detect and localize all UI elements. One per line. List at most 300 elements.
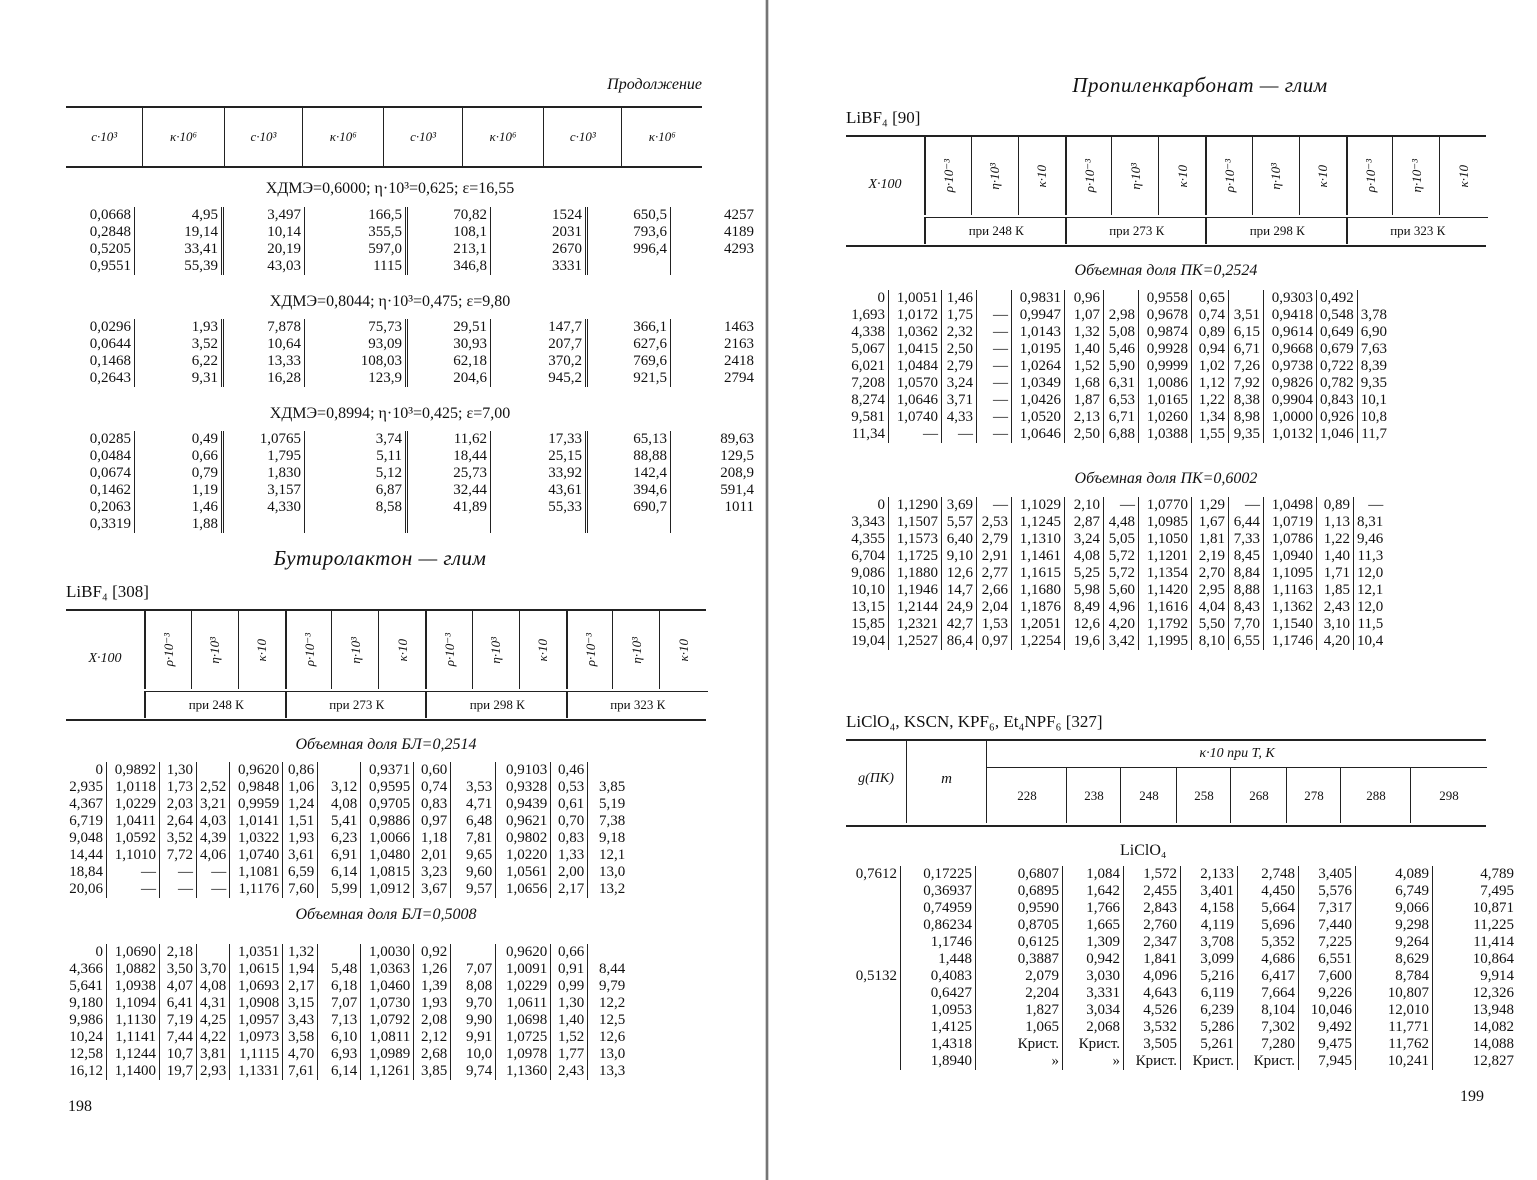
table4-header (846, 739, 1486, 827)
table-cell: 1,1573 (889, 531, 942, 548)
column-header-text: η·10³ (207, 636, 223, 664)
table-cell: 10,807 (1356, 985, 1433, 1002)
table-cell: 1,4318 (901, 1036, 976, 1053)
table-cell: 1,0912 (361, 881, 414, 898)
table-cell: 1,0220 (496, 847, 551, 864)
table-cell: 6,87 (305, 482, 407, 499)
table-cell: 0,9738 (1264, 358, 1317, 375)
temperature-header: при 248 К (924, 217, 1067, 244)
table-cell: 1,4125 (901, 1019, 976, 1036)
table-cell: 9,74 (451, 1063, 496, 1080)
table-cell (588, 944, 629, 961)
section-title-butyrolactone: Бутиролактон — глим (273, 546, 487, 570)
table-cell: 8,45 (1229, 548, 1264, 565)
salt-label-libf4-90: LiBF₄ [90] (846, 108, 921, 127)
table-cell: 1,0957 (230, 1012, 283, 1029)
table-cell: 5,641 (69, 978, 103, 994)
column-header (472, 611, 520, 689)
column-header-text: η·10³ (1268, 162, 1284, 190)
table-cell (840, 1036, 901, 1053)
table-cell: 1,0940 (1264, 548, 1317, 565)
table-cell: 5,11 (305, 448, 407, 465)
table-cell: 4,20 (1104, 616, 1139, 633)
table-cell: 597,0 (305, 241, 407, 258)
table-cell: 6,719 (69, 813, 103, 829)
column-header (191, 611, 239, 689)
temperature-column-header: 298 (1410, 768, 1487, 823)
table-cell: — (977, 375, 1012, 392)
table-cell (840, 1019, 901, 1036)
temperature-header: при 323 К (1346, 217, 1489, 244)
temperature-column-header: 238 (1066, 768, 1121, 823)
table-cell: 86,4 (942, 633, 977, 650)
column-header-text: ρ·10⁻³ (161, 633, 177, 667)
table-cell (223, 516, 305, 533)
table-cell: 12,6 (942, 565, 977, 582)
table-cell: 1,51 (283, 813, 318, 830)
table-cell: 0,9892 (107, 762, 160, 779)
table-cell: 4257 (671, 207, 758, 224)
table-cell: 5,19 (588, 796, 629, 813)
table-cell: 3,497 (223, 207, 305, 224)
table-row (66, 995, 628, 1012)
table-cell: 14,7 (942, 582, 977, 599)
table-cell: 0,4083 (901, 968, 976, 985)
table-row (66, 336, 757, 353)
table-cell: 4,70 (283, 1046, 318, 1063)
table-cell: 1,0882 (107, 961, 160, 978)
table-cell (491, 516, 587, 533)
table-row (846, 616, 1386, 633)
table-cell: 9,048 (69, 830, 103, 846)
table-cell (840, 917, 901, 934)
table-cell (840, 1002, 901, 1019)
table-cell: 2163 (671, 336, 758, 353)
table-row (66, 258, 757, 275)
table-cell: 4,22 (197, 1029, 230, 1046)
table-row (846, 599, 1386, 616)
table-cell: 8,784 (1356, 968, 1433, 985)
table-cell: 1,084 (1063, 866, 1124, 883)
table-cell: 108,03 (305, 353, 407, 370)
column-header (238, 611, 286, 689)
table-cell: — (889, 426, 942, 443)
table-cell: 3,58 (283, 1029, 318, 1046)
table-cell: 1,0322 (230, 830, 283, 847)
table-cell: 7,495 (1433, 883, 1518, 900)
table-cell: 1,52 (551, 1029, 588, 1046)
column-header (285, 611, 334, 689)
table-cell: 11,5 (1354, 616, 1387, 633)
table-cell: 3,157 (223, 482, 305, 499)
block-title: Объемная доля БЛ=0,2514 (295, 736, 477, 753)
table-cell: 4,096 (1124, 968, 1181, 985)
table-cell: 2,66 (977, 582, 1012, 599)
table-cell: 142,4 (587, 465, 671, 482)
table-cell: 0,89 (1192, 324, 1229, 341)
table-cell: 9,35 (1229, 426, 1264, 443)
table-cell: 1,1141 (107, 1029, 160, 1046)
table-cell: 20,06 (69, 881, 103, 897)
table-cell: — (197, 881, 230, 898)
table-cell: 1,71 (1317, 565, 1354, 582)
table-cell: 1,0388 (1139, 426, 1192, 443)
table-cell: 4,03 (197, 813, 230, 830)
table-cell: 2670 (491, 241, 587, 258)
table-cell: 2,04 (977, 599, 1012, 616)
table-cell: 2,17 (551, 881, 588, 898)
table-cell: 8,38 (1229, 392, 1264, 409)
table-cell: 3,42 (1104, 633, 1139, 650)
table-cell: 41,89 (407, 499, 491, 516)
table-cell: 12,58 (69, 1046, 103, 1062)
table-cell: 1,830 (223, 465, 305, 482)
column-header-text: κ·10 (1034, 164, 1050, 188)
table-cell: 9,986 (69, 1012, 103, 1028)
table-cell: 5,261 (1181, 1036, 1238, 1053)
table-cell: 19,7 (160, 1063, 197, 1080)
column-header (566, 611, 615, 689)
table-cell: 0,9590 (976, 900, 1063, 917)
table-cell: 129,5 (671, 448, 758, 465)
table-cell: 0,3319 (89, 516, 131, 532)
table-cell: 3,23 (414, 864, 451, 881)
table-cell: 1,1420 (1139, 582, 1192, 599)
table-cell: 1,06 (283, 779, 318, 796)
table-cell: 4,643 (1124, 985, 1181, 1002)
table-cell: 1,40 (1065, 341, 1104, 358)
table-cell: 3,52 (135, 336, 223, 353)
table-cell: 1,0264 (1012, 358, 1065, 375)
table-cell: 2,17 (283, 978, 318, 995)
column-header-text: ρ·10⁻³ (1081, 159, 1097, 193)
table-cell: 3,401 (1181, 883, 1238, 900)
table-cell: 0,91 (551, 961, 588, 978)
table-cell: 6,90 (1357, 324, 1390, 341)
table-cell: 4,08 (197, 978, 230, 995)
table-cell: 4,686 (1238, 951, 1299, 968)
table-cell: 7,208 (851, 375, 885, 391)
table-row (66, 881, 628, 898)
table-cell: 6,88 (1104, 426, 1139, 443)
table-cell: 1,046 (1317, 426, 1358, 443)
table-cell: 0,9328 (496, 779, 551, 796)
table-cell: 12,326 (1433, 985, 1518, 1002)
column-header (1439, 137, 1487, 215)
table-cell: 9,226 (1299, 985, 1356, 1002)
table-cell: 1,1615 (1012, 565, 1065, 582)
table-row (66, 499, 757, 516)
column-header (924, 137, 973, 215)
table-cell: 5,067 (851, 341, 885, 357)
table-cell: 1,87 (1065, 392, 1104, 409)
table-cell: 0,0644 (89, 336, 131, 352)
table-cell: 9,65 (451, 847, 496, 864)
table-cell (840, 985, 901, 1002)
table-cell: 0,2643 (89, 370, 131, 386)
table-cell: 8,104 (1238, 1002, 1299, 1019)
table-row (846, 514, 1386, 531)
table-cell: 3,532 (1124, 1019, 1181, 1036)
table-cell: 12,1 (1354, 582, 1387, 599)
table-cell: 10,10 (851, 582, 885, 598)
column-header-text: ρ·10⁻³ (1222, 159, 1238, 193)
table-cell: 1,53 (977, 616, 1012, 633)
column-header (1392, 137, 1440, 215)
table-cell: 7,13 (318, 1012, 361, 1029)
table-cell: 1,1354 (1139, 565, 1192, 582)
table-cell: 1,0740 (889, 409, 942, 426)
table-cell: 10,871 (1433, 900, 1518, 917)
table-cell: 9,91 (451, 1029, 496, 1046)
table-cell: 5,25 (1065, 565, 1104, 582)
table-cell: 10,8 (1357, 409, 1390, 426)
table-cell: 2,01 (414, 847, 451, 864)
table-cell: 43,61 (491, 482, 587, 499)
table-cell: 93,09 (305, 336, 407, 353)
table-cell: 6,10 (318, 1029, 361, 1046)
table-cell: 1,0349 (1012, 375, 1065, 392)
table-cell: 0,86 (283, 762, 318, 779)
table-cell: 2,79 (942, 358, 977, 375)
table-cell: 7,302 (1238, 1019, 1299, 1036)
table-cell: 0,6125 (976, 934, 1063, 951)
table-cell: 1,1094 (107, 995, 160, 1012)
table-cell: 9,90 (451, 1012, 496, 1029)
table-cell: 1,1310 (1012, 531, 1065, 548)
table-cell: 1,1995 (1139, 633, 1192, 650)
table-row (66, 779, 628, 796)
table-cell: 13,15 (851, 599, 885, 615)
table-row (840, 951, 1517, 968)
table-cell: 6,40 (942, 531, 977, 548)
table-cell: 0,7612 (855, 866, 897, 882)
table-cell: 0,97 (414, 813, 451, 830)
table-cell: 1,0480 (361, 847, 414, 864)
table-row (66, 431, 757, 448)
table-cell: 0,53 (551, 779, 588, 796)
table-cell: 3,24 (942, 375, 977, 392)
table-cell: 8,58 (305, 499, 407, 516)
table-cell: 6,44 (1229, 514, 1264, 531)
table-cell: 1,0719 (1264, 514, 1317, 531)
table-cell: 6,15 (1229, 324, 1264, 341)
table-cell: 1,0066 (361, 830, 414, 847)
table-cell: 0,5132 (855, 968, 897, 984)
table-cell: 13,948 (1433, 1002, 1518, 1019)
table-cell: 1,0611 (496, 995, 551, 1012)
table-row (846, 426, 1390, 443)
table-cell: 30,93 (407, 336, 491, 353)
table-cell: 13,3 (588, 1063, 629, 1080)
table-cell: 1,1876 (1012, 599, 1065, 616)
column-header (378, 611, 426, 689)
table-cell: 1,46 (942, 290, 977, 307)
table-row (66, 978, 628, 995)
table-cell: 8,43 (1229, 599, 1264, 616)
table-cell: 6,749 (1356, 883, 1433, 900)
table-cell: 1,0690 (107, 944, 160, 961)
table-cell: 3,70 (197, 961, 230, 978)
column-header-text: κ·10 (1174, 164, 1190, 188)
table-cell: 12,2 (588, 995, 629, 1012)
table-cell: 3,43 (283, 1012, 318, 1029)
table-row (840, 1002, 1517, 1019)
table-cell: 9,31 (135, 370, 223, 387)
column-header (1346, 137, 1395, 215)
table-row (840, 985, 1517, 1002)
table-cell: 9,492 (1299, 1019, 1356, 1036)
table-cell: 0,9826 (1264, 375, 1317, 392)
table-cell: 6,91 (318, 847, 361, 864)
table-cell: 2794 (671, 370, 758, 387)
table-cell: 0 (95, 944, 103, 960)
table-cell: 0,99 (551, 978, 588, 995)
table-cell: 1115 (305, 258, 407, 275)
column-header-text: ρ·10⁻³ (442, 633, 458, 667)
table-cell: 0,0674 (89, 465, 131, 481)
table-cell: 12,6 (588, 1029, 629, 1046)
table-cell: 1,1792 (1139, 616, 1192, 633)
table-cell: 4,95 (135, 207, 223, 224)
table-cell: 1,1507 (889, 514, 942, 531)
table-row (846, 565, 1386, 582)
table-cell: 15,85 (851, 616, 885, 632)
table1-block (66, 319, 757, 387)
table-cell: 11,3 (1354, 548, 1387, 565)
table-row (840, 900, 1517, 917)
table-cell: 7,07 (451, 961, 496, 978)
column-header-text: η·10³ (987, 162, 1003, 190)
table-row (846, 290, 1390, 307)
table-cell: 166,5 (305, 207, 407, 224)
table-cell: 1,1540 (1264, 616, 1317, 633)
table-cell: 2,068 (1063, 1019, 1124, 1036)
table-cell: 0,1468 (89, 353, 131, 369)
table-cell: 3,78 (1357, 307, 1390, 324)
table-cell: 2,32 (942, 324, 977, 341)
table-cell: 5,57 (942, 514, 977, 531)
table-cell: 1,1050 (1139, 531, 1192, 548)
table-cell: 11,34 (851, 426, 885, 442)
table1-col-header: c·10³ (224, 108, 302, 166)
table-cell: 0,6895 (976, 883, 1063, 900)
table-cell: 0,9848 (230, 779, 283, 796)
table-cell: 1,0460 (361, 978, 414, 995)
table-cell: 43,03 (223, 258, 305, 275)
table-row (840, 917, 1517, 934)
table-cell: Крист. (1063, 1036, 1124, 1053)
table-cell (671, 516, 758, 533)
table-cell: 11,771 (1356, 1019, 1433, 1036)
table-row (846, 358, 1390, 375)
table-cell: 1,0770 (1139, 497, 1192, 514)
table-cell: 16,12 (69, 1063, 103, 1079)
table-cell: 1,1400 (107, 1063, 160, 1080)
table-cell: 1,2051 (1012, 616, 1065, 633)
table-cell: 370,2 (491, 353, 587, 370)
table-cell: 20,19 (223, 241, 305, 258)
table-cell: 0,9802 (496, 830, 551, 847)
table-cell: 591,4 (671, 482, 758, 499)
table-cell: 1,19 (135, 482, 223, 499)
table-cell: 1,0908 (230, 995, 283, 1012)
table-cell: 1,0086 (1139, 375, 1192, 392)
table-cell: 0,86234 (901, 917, 976, 934)
right-page (770, 0, 1537, 1180)
table-cell: 1,693 (851, 307, 885, 323)
table-cell: 1,0786 (1264, 531, 1317, 548)
table-cell: 3,24 (1065, 531, 1104, 548)
table-cell: 2031 (491, 224, 587, 241)
table-cell: 1,22 (1192, 392, 1229, 409)
table-cell: 1,77 (551, 1046, 588, 1063)
table-cell: 0,9620 (230, 762, 283, 779)
table-row (66, 1029, 628, 1046)
table-cell (671, 258, 758, 275)
table1-condition: XДМЭ=0,8044; η·10³=0,475; ε=9,80 (269, 293, 511, 310)
table-cell: 0,8705 (976, 917, 1063, 934)
table-cell: 3,71 (942, 392, 977, 409)
table-cell: 9,70 (451, 995, 496, 1012)
table-cell: 4,338 (851, 324, 885, 340)
table-cell: 1,46 (135, 499, 223, 516)
table-cell: 0,9103 (496, 762, 551, 779)
table-cell: — (1229, 497, 1264, 514)
table-cell: Крист. (976, 1036, 1063, 1053)
table-cell: 1,1680 (1012, 582, 1065, 599)
x-axis-label: X·100 (868, 177, 902, 192)
table-cell: 9,914 (1433, 968, 1518, 985)
table-cell: 2,64 (160, 813, 197, 830)
table-cell: 8,39 (1357, 358, 1390, 375)
table-cell: 0,1462 (89, 482, 131, 498)
table-cell: — (1354, 497, 1387, 514)
table-cell: 7,19 (160, 1012, 197, 1029)
table-cell: 1,0693 (230, 978, 283, 995)
table-cell: 33,92 (491, 465, 587, 482)
table-cell: 3,708 (1181, 934, 1238, 951)
table-cell: 1,1261 (361, 1063, 414, 1080)
table-row (66, 813, 628, 830)
table-cell: Крист. (1238, 1053, 1299, 1070)
table-cell: 0,0668 (89, 207, 131, 223)
table-cell: 1524 (491, 207, 587, 224)
table-cell: 5,696 (1238, 917, 1299, 934)
table-cell: 10,64 (223, 336, 305, 353)
table-cell: 9,46 (1354, 531, 1387, 548)
table-row (846, 531, 1386, 548)
table-cell: 9,60 (451, 864, 496, 881)
table-cell: 7,878 (223, 319, 305, 336)
table-cell: 627,6 (587, 336, 671, 353)
table-row (66, 207, 757, 224)
table-cell: 1,0362 (889, 324, 942, 341)
table-cell: 6,41 (160, 995, 197, 1012)
table-cell: 1,32 (1065, 324, 1104, 341)
table-cell: 1,0592 (107, 830, 160, 847)
temperature-column-header: 288 (1340, 768, 1411, 823)
table-cell: 2,843 (1124, 900, 1181, 917)
table-cell: 3,67 (414, 881, 451, 898)
table-cell: 1,1616 (1139, 599, 1192, 616)
table-cell: 207,7 (491, 336, 587, 353)
table-cell: 11,62 (407, 431, 491, 448)
table-cell: 7,945 (1299, 1053, 1356, 1070)
table-cell: 0,6427 (901, 985, 976, 1002)
table-cell: 7,63 (1357, 341, 1390, 358)
table-cell: 75,73 (305, 319, 407, 336)
